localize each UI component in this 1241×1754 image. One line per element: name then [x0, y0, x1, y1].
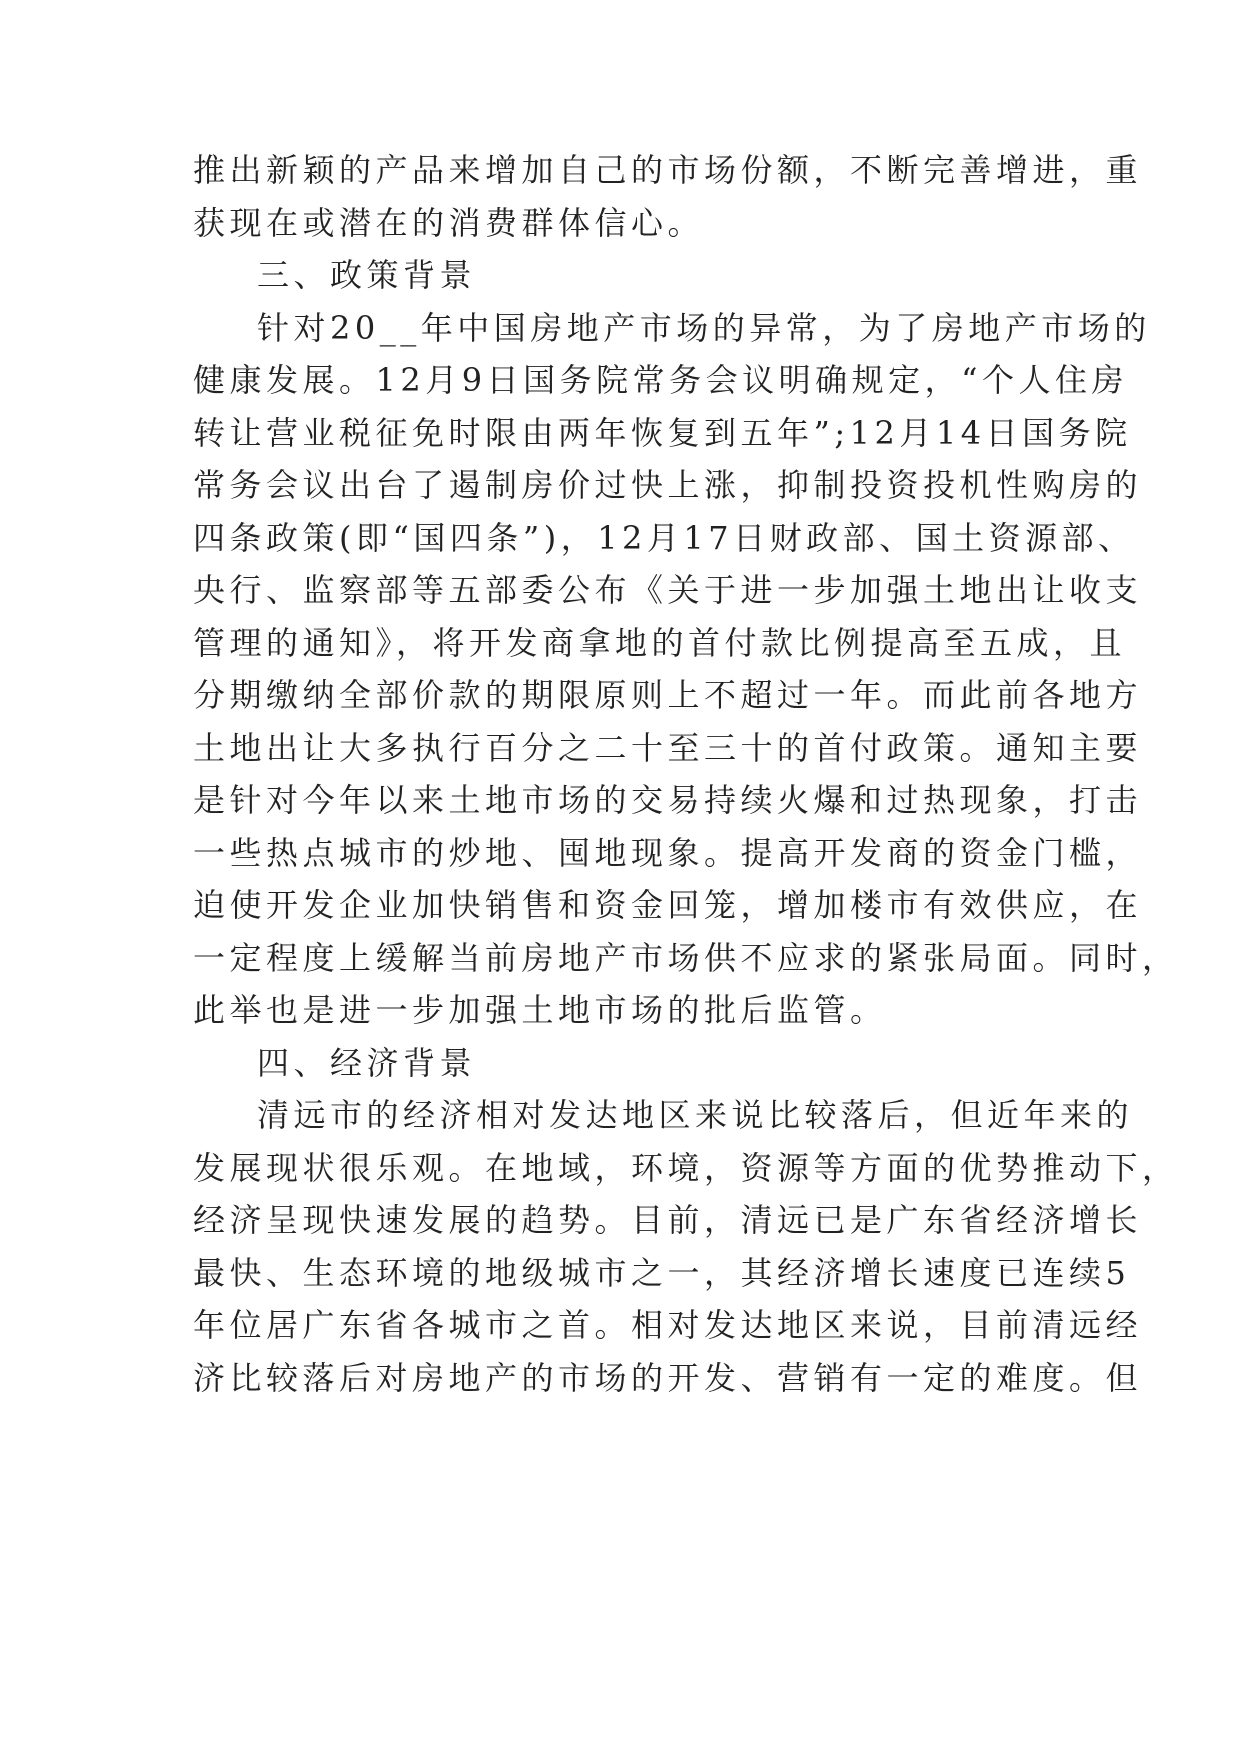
text-line: 此举也是进一步加强土地市场的批后监管。	[193, 991, 887, 1029]
text-line: 土地出让大多执行百分之二十至三十的首付政策。通知主要	[193, 729, 1143, 767]
text-line: 常务会议出台了遏制房价过快上涨，抑制投资投机性购房的	[193, 466, 1143, 504]
text-line: 获现在或潜在的消费群体信心。	[193, 204, 705, 242]
text-line: 迫使开发企业加快销售和资金回笼，增加楼市有效供应，在	[193, 886, 1143, 924]
section-heading: 四、经济背景	[257, 1044, 477, 1082]
text-line: 清远市的经济相对发达地区来说比较落后，但近年来的	[257, 1096, 1134, 1134]
text-line: 济比较落后对房地产的市场的开发、营销有一定的难度。但	[193, 1359, 1143, 1397]
text-line: 央行、监察部等五部委公布《关于进一步加强土地出让收支	[193, 571, 1143, 609]
text-line: 是针对今年以来土地市场的交易持续火爆和过热现象，打击	[193, 781, 1143, 819]
section-heading: 三、政策背景	[257, 256, 477, 294]
text-line: 健康发展。12月9日国务院常务会议明确规定，“个人住房	[193, 361, 1128, 399]
text-line: 发展现状很乐观。在地域，环境，资源等方面的优势推动下，	[193, 1149, 1179, 1187]
text-line: 转让营业税征免时限由两年恢复到五年”;12月14日国务院	[193, 414, 1132, 452]
text-line: 管理的通知》，将开发商拿地的首付款比例提高至五成，且	[193, 624, 1127, 662]
text-line: 一些热点城市的炒地、囤地现象。提高开发商的资金门槛，	[193, 834, 1143, 872]
text-line: 最快、生态环境的地级城市之一，其经济增长速度已连续5	[193, 1254, 1131, 1292]
text-line: 针对20__年中国房地产市场的异常，为了房地产市场的	[257, 309, 1151, 347]
text-line: 一定程度上缓解当前房地产市场供不应求的紧张局面。同时，	[193, 939, 1179, 977]
text-line: 经济呈现快速发展的趋势。目前，清远已是广东省经济增长	[193, 1201, 1143, 1239]
text-line: 四条政策(即“国四条”)，12月17日财政部、国土资源部、	[193, 519, 1135, 557]
text-line: 推出新颖的产品来增加自己的市场份额，不断完善增进，重	[193, 151, 1143, 189]
text-line: 分期缴纳全部价款的期限原则上不超过一年。而此前各地方	[193, 676, 1143, 714]
text-line: 年位居广东省各城市之首。相对发达地区来说，目前清远经	[193, 1306, 1143, 1344]
